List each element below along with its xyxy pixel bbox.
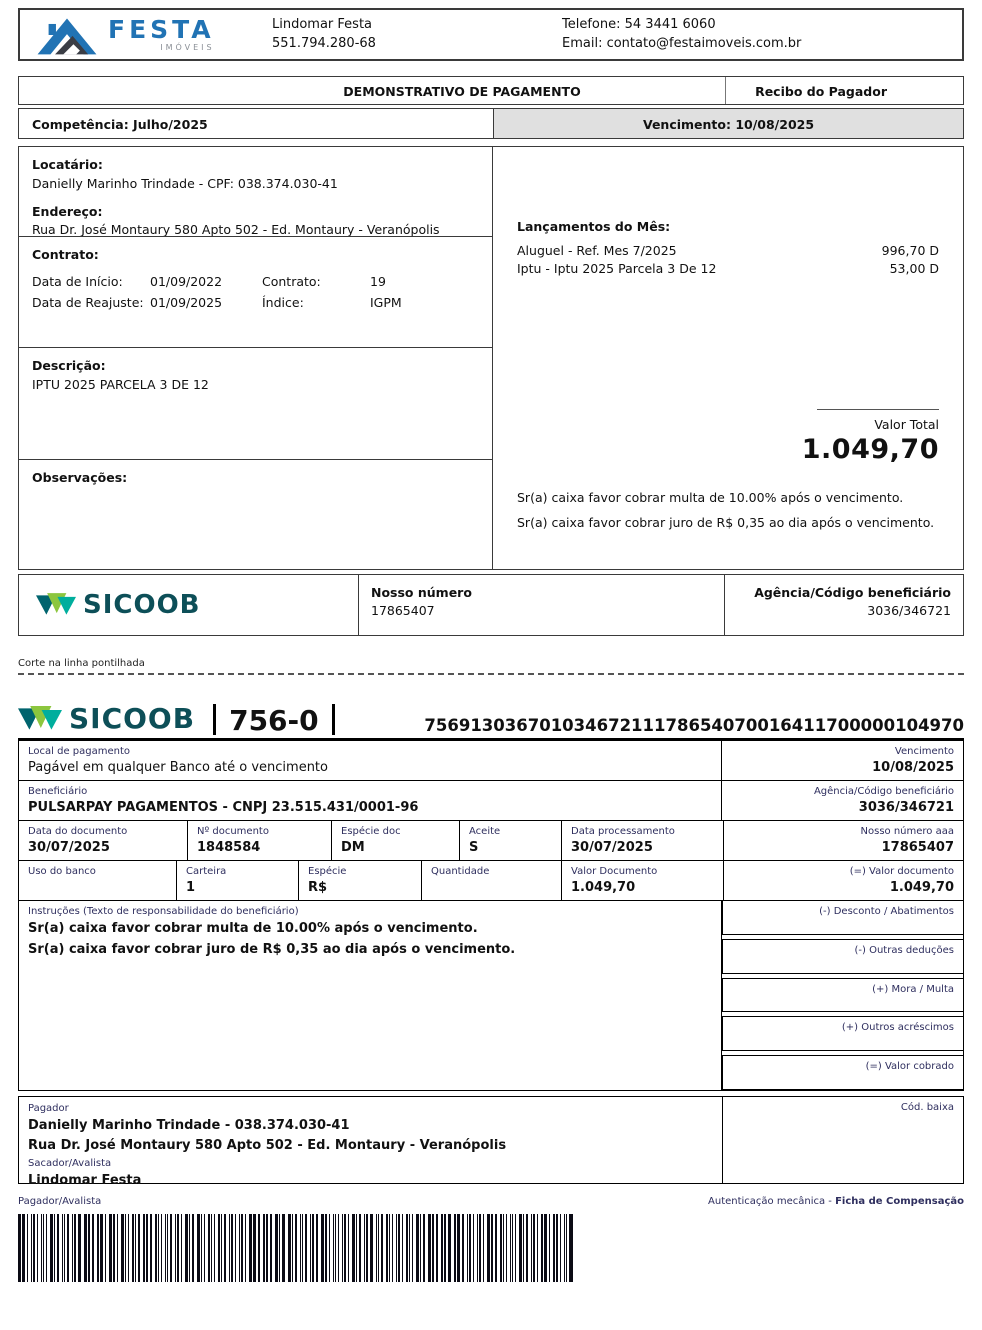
field-label: Espécie doc [341,826,401,837]
linha-digitavel: 75691303670103467211178654070016411700000104970 [424,716,964,735]
document-header [18,8,964,61]
outros-acrescimos-box [722,1016,963,1051]
observacoes-box [19,459,492,569]
mora-multa-box [722,978,963,1013]
boleto-row-local [18,741,964,781]
bank-code: 756-0 [213,704,335,735]
lancamento-row [517,261,939,276]
lancamento-valor: 53,00 D [889,261,939,276]
agencia-value: 3036/346721 [867,603,951,618]
field-value: DM [341,840,365,855]
field-label: (-) Desconto / Abatimentos [819,906,954,917]
field-value: R$ [308,880,328,895]
nosso-numero-label: Nosso número [371,585,472,600]
agent-name: Lindomar Festa [272,16,373,32]
pagador-label: Pagador [28,1103,69,1114]
field-label: (+) Outros acréscimos [841,1022,954,1034]
lancamentos-box [493,219,963,276]
sicoob-logo [18,702,195,735]
sicoob-mark-icon [36,590,76,620]
field-label: Nosso número aaa [860,826,954,837]
field-label: (=) Valor cobrado [865,1061,954,1073]
descricao-value: IPTU 2025 PARCELA 3 DE 12 [32,376,209,392]
local-pagamento-value: Pagável em qualquer Banco até o vencimento [28,760,328,775]
descricao-label: Descrição: [32,358,106,373]
autenticacao-label: Autenticação mecânica - Ficha de Compensação [708,1196,964,1207]
boleto-row-banco [18,861,964,901]
lancamento-row [517,243,939,258]
contrato-row [32,273,479,292]
right-column [493,147,963,569]
sacador-value: Lindomar Festa [28,1173,142,1189]
agencia-value: 3036/346721 [858,800,954,815]
boleto-row-documento [18,821,964,861]
endereco-value: Rua Dr. José Montaury 580 Apto 502 - Ed. Montaury - Veranópolis [32,222,440,238]
barcode [18,1214,964,1286]
cod-baixa-label: Cód. baixa [900,1102,954,1113]
boleto-header [18,702,964,741]
pagador-address: Rua Dr. José Montaury 580 Apto 502 - Ed. Montaury - Veranópolis [28,1138,507,1154]
vencimento-header: Vencimento: 10/08/2025 [493,109,963,138]
field-value: 1848584 [197,840,261,855]
agent-info [272,16,562,54]
locatario-box [19,147,492,236]
contrato-field-label: Data de Reajuste: [32,294,144,310]
boleto-footer [18,1196,964,1207]
field-label: (+) Mora / Multa [872,983,954,995]
demonstrativo-body [18,146,964,570]
field-value: 1.049,70 [889,880,954,895]
field-label: (=) Valor documento [849,866,954,877]
field-value: 17865407 [881,840,954,855]
pagador-avalista-label: Pagador/Avalista [18,1196,102,1207]
lancamento-desc: Aluguel - Ref. Mes 7/2025 [517,243,677,258]
field-value: 30/07/2025 [571,840,653,855]
phone: Telefone: 54 3441 6060 [562,16,716,32]
lancamentos-label: Lançamentos do Mês: [517,219,671,234]
observacoes-label: Observações: [32,470,128,485]
contrato-field-value: 19 [370,273,386,289]
contrato-field-value: 01/09/2022 [150,273,223,289]
page-title: DEMONSTRATIVO DE PAGAMENTO [343,84,581,99]
dashed-cut-line [18,673,964,675]
field-label: Valor Documento [571,866,658,877]
email: Email: contato@festaimoveis.com.br [562,35,802,51]
contrato-field-label: Data de Início: [32,273,123,289]
lancamento-desc: Iptu - Iptu 2025 Parcela 3 De 12 [517,261,717,276]
contrato-field-label: Contrato: [262,273,321,289]
outras-deducoes-box [722,939,963,974]
valor-total-amount: 1.049,70 [801,434,939,465]
instrucao-line: Sr(a) caixa favor cobrar multa de 10.00% após o vencimento. [28,921,478,936]
brand-name: FESTA [108,15,215,44]
desconto-box [722,901,963,935]
field-value: 1 [186,880,196,895]
beneficiario-value: PULSARPAY PAGAMENTOS - CNPJ 23.515.431/0001-96 [28,800,419,815]
brand-subtitle: IMÓVEIS [160,43,215,52]
pagador-name: Danielly Marinho Trindade - 038.374.030-41 [28,1118,350,1133]
field-label: Espécie [308,866,347,877]
field-value: S [469,840,479,855]
valor-total-box [709,409,939,465]
local-pagamento-label: Local de pagamento [28,746,130,757]
contrato-field-value: IGPM [370,294,402,310]
instrucao-line: Sr(a) caixa favor cobrar juro de R$ 0,35 ao dia após o vencimento. [28,941,516,957]
valor-total-label: Valor Total [874,417,939,432]
instrucoes-label: Instruções (Texto de responsabilidade do beneficiário) [28,906,299,917]
vencimento-label: Vencimento [894,746,954,757]
locatario-label: Locatário: [32,157,103,172]
sicoob-mark-icon [18,703,62,735]
field-label: Data processamento [571,826,675,837]
left-column [19,147,493,569]
contrato-field-value: 01/09/2025 [150,294,223,310]
field-label: Aceite [469,826,501,837]
contact-info [562,16,962,54]
corte-label: Corte na linha pontilhada [18,658,145,669]
festa-wordmark [108,17,215,52]
sacador-label: Sacador/Avalista [28,1158,112,1170]
agencia-label: Agência/Código beneficiário [813,786,954,797]
locatario-value: Danielly Marinho Trindade - CPF: 038.374.030-41 [32,175,338,191]
festa-house-icon [36,12,98,58]
valor-cobrado-box [722,1055,963,1090]
endereco-label: Endereço: [32,203,103,219]
contrato-label: Contrato: [32,247,99,262]
ficha-compensacao-label: Ficha de Compensação [835,1196,964,1207]
field-label: (-) Outras deduções [854,944,954,956]
festa-logo [20,12,272,58]
descricao-box [19,347,492,459]
lancamento-valor: 996,70 D [881,243,939,258]
recibo-label: Recibo do Pagador [755,84,887,99]
boleto-row-instrucoes [18,901,964,1091]
sicoob-wordmark: SICOOB [83,590,201,620]
field-value: 30/07/2025 [28,840,110,855]
competencia-row [18,108,964,139]
contrato-box [19,236,492,347]
agencia-label: Agência/Código beneficiário [754,585,951,600]
instrucao-line: Sr(a) caixa favor cobrar juro de R$ 0,35 ao dia após o vencimento. [517,514,935,530]
title-divider [725,77,726,104]
field-label: Uso do banco [28,866,96,877]
field-label: Quantidade [431,866,490,877]
recibo-footer-row [18,574,964,636]
valores-column [722,901,963,1090]
valor-total-rule [817,409,939,410]
sicoob-wordmark: SICOOB [69,702,196,735]
boleto-row-beneficiario [18,781,964,821]
field-label: Carteira [186,866,227,877]
nosso-numero-value: 17865407 [371,603,435,618]
boleto-row-pagador [18,1096,964,1189]
contrato-field-label: Índice: [262,294,304,310]
vencimento-value: 10/08/2025 [872,760,954,775]
instrucao-line: Sr(a) caixa favor cobrar multa de 10.00% após o vencimento. [517,490,904,506]
field-label: Data do documento [28,826,128,837]
field-label: Nº documento [197,826,269,837]
instrucoes-demonstrativo [517,486,934,535]
contrato-row [32,294,479,313]
beneficiario-label: Beneficiário [28,786,88,797]
agent-doc: 551.794.280-68 [272,35,376,51]
competencia: Competência: Julho/2025 [32,117,208,132]
sicoob-logo [36,590,201,620]
field-value: 1.049,70 [571,880,636,895]
title-row [18,76,964,105]
